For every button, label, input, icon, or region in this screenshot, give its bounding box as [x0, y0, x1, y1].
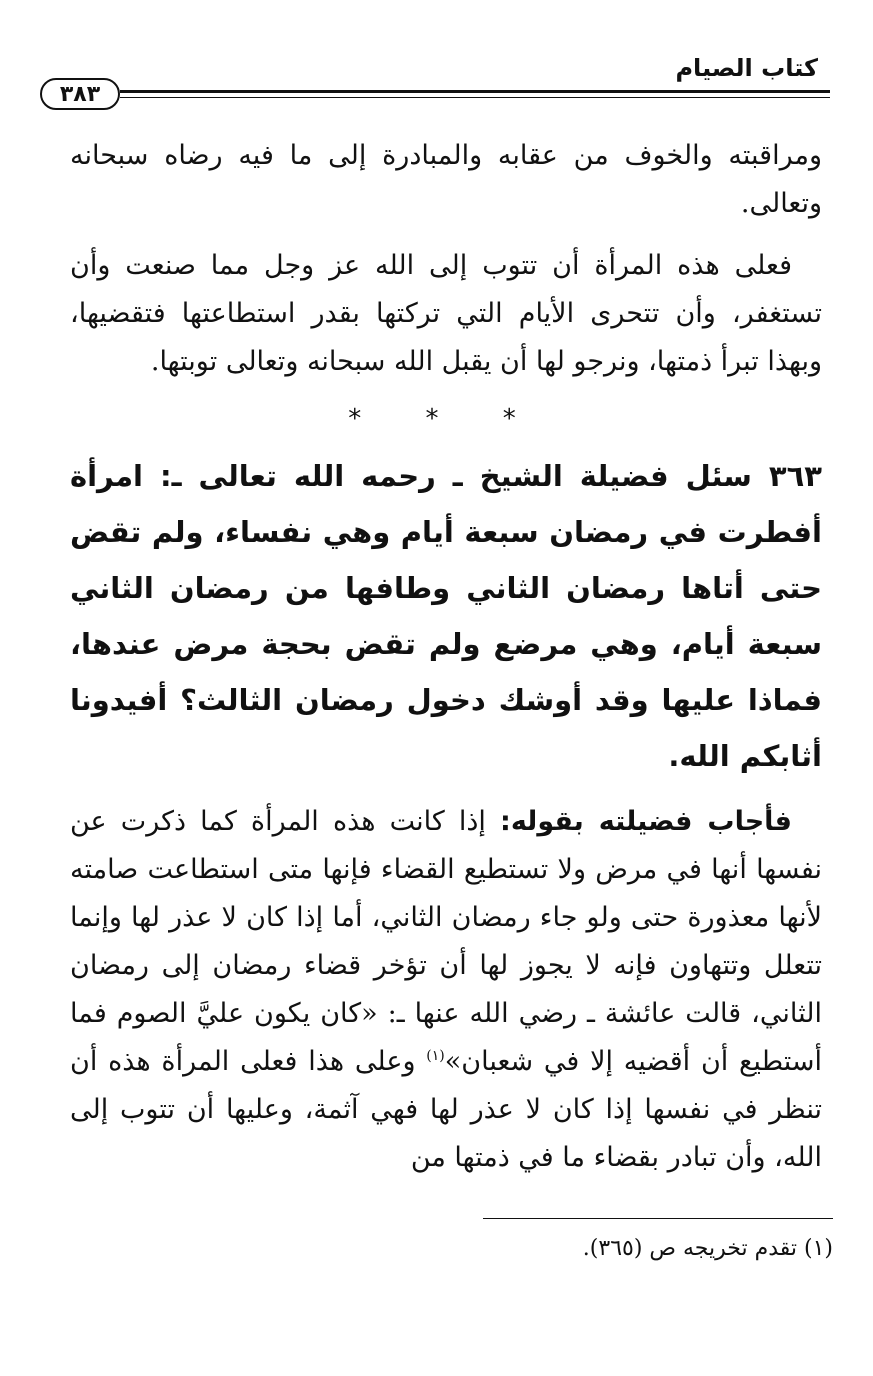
paragraph-continuation: ومراقبته والخوف من عقابه والمبادرة إلى ما فيه رضاه سبحانه وتعالى.	[70, 140, 822, 219]
answer-lead: فأجاب فضيلته بقوله:	[500, 806, 792, 837]
running-title: كتاب الصيام	[675, 54, 818, 82]
footnote-rule	[483, 1218, 833, 1219]
page-header	[40, 52, 830, 132]
header-rule	[120, 90, 830, 93]
fatwa-answer	[70, 798, 822, 1182]
footnote: (١) تقدم تخريجه ص (٣٦٥).	[582, 1236, 833, 1261]
page-number: ٣٨٣	[40, 78, 120, 110]
header-rule-thin	[120, 97, 830, 98]
fatwa-question: ٣٦٣ سئل فضيلة الشيخ ـ رحمه الله تعالى ـ: امرأة أفطرت في رمضان سبعة أيام وهي نفساء، ولم تقض حتى أتاها رمضان الثاني وطافها من رمضان الثاني سبعة أيام، وهي مرضع ولم تقض بحجة مرض عندها، فماذا عليها وقد أوشك دخول رمضان الثالث؟ أفيدونا أثابكم الله.	[70, 459, 822, 773]
paragraph-repentance: فعلى هذه المرأة أن تتوب إلى الله عز وجل مما صنعت وأن تستغفر، وأن تتحرى الأيام التي تركتها بقدر استطاعتها فتقضيها، وبهذا تبرأ ذمتها، ونرجو لها أن يقبل الله سبحانه وتعالى توبتها.	[70, 250, 822, 377]
answer-text-2: وعلى هذا فعلى المرأة هذه أن تنظر في نفسها إذا كان لا عذر لها فهي آثمة، وعليها أن تتوب إلى الله، وأن تبادر بقضاء ما في ذمتها من	[70, 1046, 822, 1173]
section-separator: * * *	[348, 404, 544, 434]
footnote-reference: (١)	[426, 1048, 445, 1064]
page-body	[70, 132, 822, 1182]
answer-text-1: إذا كانت هذه المرأة كما ذكرت عن نفسها أنها في مرض ولا تستطيع القضاء فإنها متى استطاعت صامته لأنها معذورة حتى ولو جاء رمضان الثاني، أما إذا كان لا عذر لها وإنما تتعلل وتتهاون فإنه لا يجوز لها أن تؤخر قضاء رمضان إلى رمضان الثاني، قالت عائشة ـ رضي الله عنها ـ: «كان يكون عليَّ الصوم فما أستطيع أن أقضيه إلا في شعبان»	[70, 806, 822, 1077]
